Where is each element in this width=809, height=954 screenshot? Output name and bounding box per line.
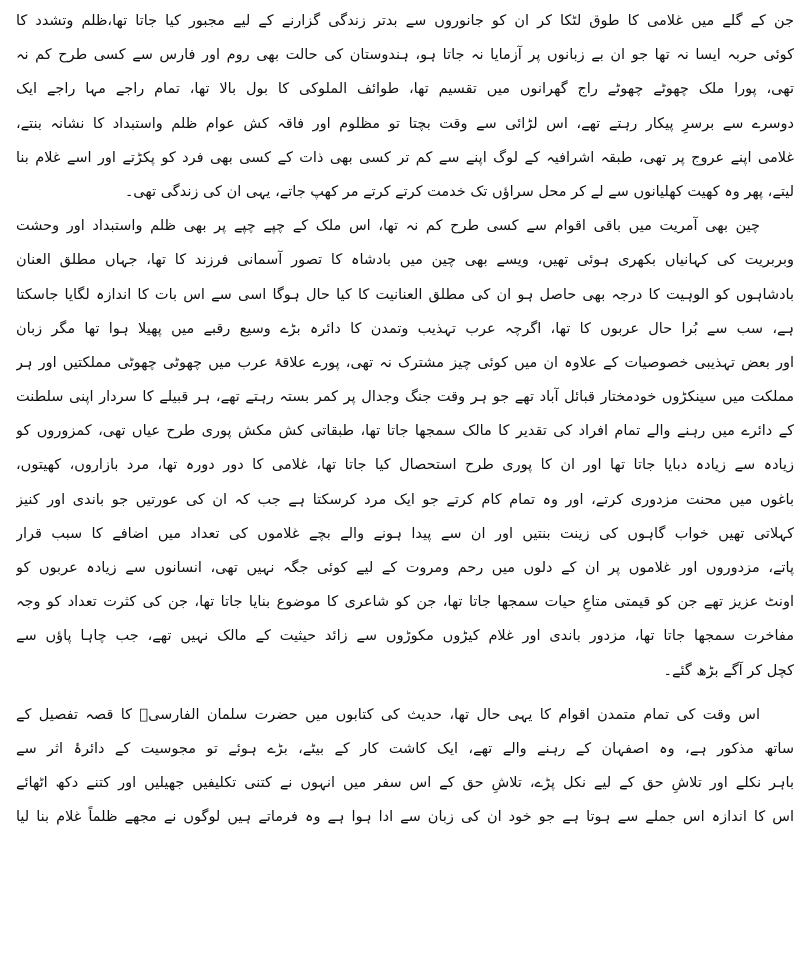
paragraph-2 [16, 209, 794, 688]
text-line: کوئی حربہ ایسا نہ تھا جو ان بے زبانوں پر آزمایا نہ جاتا ہو، ہندوستان کی حالت بھی روم اور فارس سے کسی طرح کم نہ [16, 47, 794, 64]
document-page [16, 0, 794, 954]
text-line: بادشاہوں کو الوہیت کا درجہ بھی حاصل ہو ان کی مطلق العنانیت کا کیا حال ہوگا اسی سے اس بات کا اندازہ لگایا جاسکتا [16, 286, 794, 303]
text-line: مفاخرت سمجھا جاتا تھا، مزدور باندی اور غلام کیڑوں مکوڑوں سے زائد حیثیت کے مالک نہیں تھے، جب چاہا پاؤں سے [16, 628, 794, 645]
text-line: زیادہ سے زیادہ دبایا جاتا تھا اور ان کا پوری طرح استحصال کیا جاتا تھا، غلامی کا دور دورہ تھا، مرد بازاروں، کھیتوں، [16, 457, 794, 474]
text-line: چین بھی آمریت میں باقی اقوام سے کسی طرح کم نہ تھا، اس ملک کے چپے چپے پر بھی ظلم واستبداد اور وحشت [16, 218, 760, 235]
text-line: کچل کر آگے بڑھ گئے۔ [663, 662, 794, 679]
text-line: اس وقت کی تمام متمدن اقوام کا یہی حال تھا، حدیث کی کتابوں میں حضرت سلمان الفارسیؓ کا قصہ تفصیل کے [16, 706, 760, 723]
paragraph-3 [16, 688, 794, 835]
text-line: باہر نکلے اور تلاشِ حق کے لیے نکل پڑے، تلاشِ حق کے اس سفر میں انہوں نے کتنی تکلیفیں جھیلیں اور کتنے دکھ اٹھائے [16, 775, 794, 792]
text-line: اونٹ عزیز تھے جن کو قیمتی متاعِ حیات سمجھا جاتا تھا، جن کو شاعری کا موضوع بنایا جاتا تھا، جن کی کثرت تعداد کو وجہ [16, 594, 794, 611]
text-line: ہے، سب سے بُرا حال عربوں کا تھا، اگرچہ عرب تہذیب وتمدن کا دائرہ بڑے وسیع رقبے میں پھیلا ہوا تھا مگر زبان [16, 320, 794, 337]
text-line: پاتے، مزدوروں اور غلاموں پر ان کے دلوں میں رحم ومروت کے لیے کوئی جگہ نہیں تھی، انسانوں سے زیادہ عربوں کو [16, 560, 794, 576]
text-line: کے دائرے میں رہنے والے تمام افراد کی تقدیر کا مالک سمجھا جاتا تھا، طبقاتی کش مکش پوری طرح عیاں تھی، کمزوروں کو [16, 423, 794, 440]
text-line: غلامی اپنے عروج پر تھی، طبقہ اشرافیہ کے لوگ اپنے سے کم تر کسی بھی ذات کے کسی بھی فرد کو پکڑتے اور اسے غلام بنا [16, 149, 794, 166]
text-line: تھی، پورا ملک چھوٹے چھوٹے راج گھرانوں میں تقسیم تھا، طوائف الملوکی کا بول بالا تھا، تمام راجے مہا راجے ایک [16, 81, 794, 98]
text-line: ساتھ مذکور ہے، وہ اصفہان کے رہنے والے تھے، ایک کاشت کار کے بیٹے، بڑے ہوئے تو مجوسیت کے دائرۂ اثر سے [16, 740, 794, 757]
text-line: جن کے گلے میں غلامی کا طوق لٹکا کر ان کو جانوروں سے بدتر زندگی گزارنے کے لیے مجبور کیا جاتا تھا،ظلم وتشدد کا [16, 13, 794, 29]
text-line: باغوں میں محنت مزدوری کرتے، اور وہ تمام کام کرتے جو ایک مرد کرسکتا ہے جب کہ ان کی عورتیں جو باندی اور کنیز [16, 491, 794, 508]
text-line: دوسرے سے برسرِ پیکار رہتے تھے، اس لڑائی سے وقت بچتا تو مظلوم اور فاقہ کش عوام ظلم واستبداد کا نشانہ بنتے، [16, 115, 794, 132]
text-line: کہلاتی تھیں خواب گاہوں کی زینت بنتیں اور ان سے پیدا ہونے والے بچے غلاموں کی تعداد میں اضافے کا سبب قرار [16, 525, 794, 542]
text-line: لیتے، پھر وہ کھیت کھلیانوں سے لے کر محل سراؤں تک خدمت کرتے کرتے مر کھپ جاتے، یہی ان کی زندگی تھی۔ [124, 183, 794, 200]
text-line: اور بعض تہذیبی خصوصیات کے علاوہ ان میں کوئی چیز مشترک نہ تھی، پورے علاقۂ عرب میں چھوٹی چھوٹی مملکتیں اور ہر [16, 354, 794, 371]
text-line: مملکت میں سینکڑوں خودمختار قبائل آباد تھے جو ہر وقت جنگ وجدال پر کمر بستہ رہتے تھے، ہر قبیلے کا سردار اپنی سلطنت [16, 389, 794, 406]
text-line: وبربریت کی کہانیاں بکھری ہوئی تھیں، ویسے بھی چین میں بادشاہ کا تصور آسمانی فرزند کا تھا، جہاں مطلق العنان [16, 252, 794, 269]
paragraph-1 [16, 0, 794, 209]
text-line: اس کا اندازہ اس جملے سے ہوتا ہے جو خود ان کی زبان سے ادا ہوا ہے وہ فرماتے ہیں لوگوں نے مجھے ظلماً غلام بنا لیا [16, 809, 794, 826]
